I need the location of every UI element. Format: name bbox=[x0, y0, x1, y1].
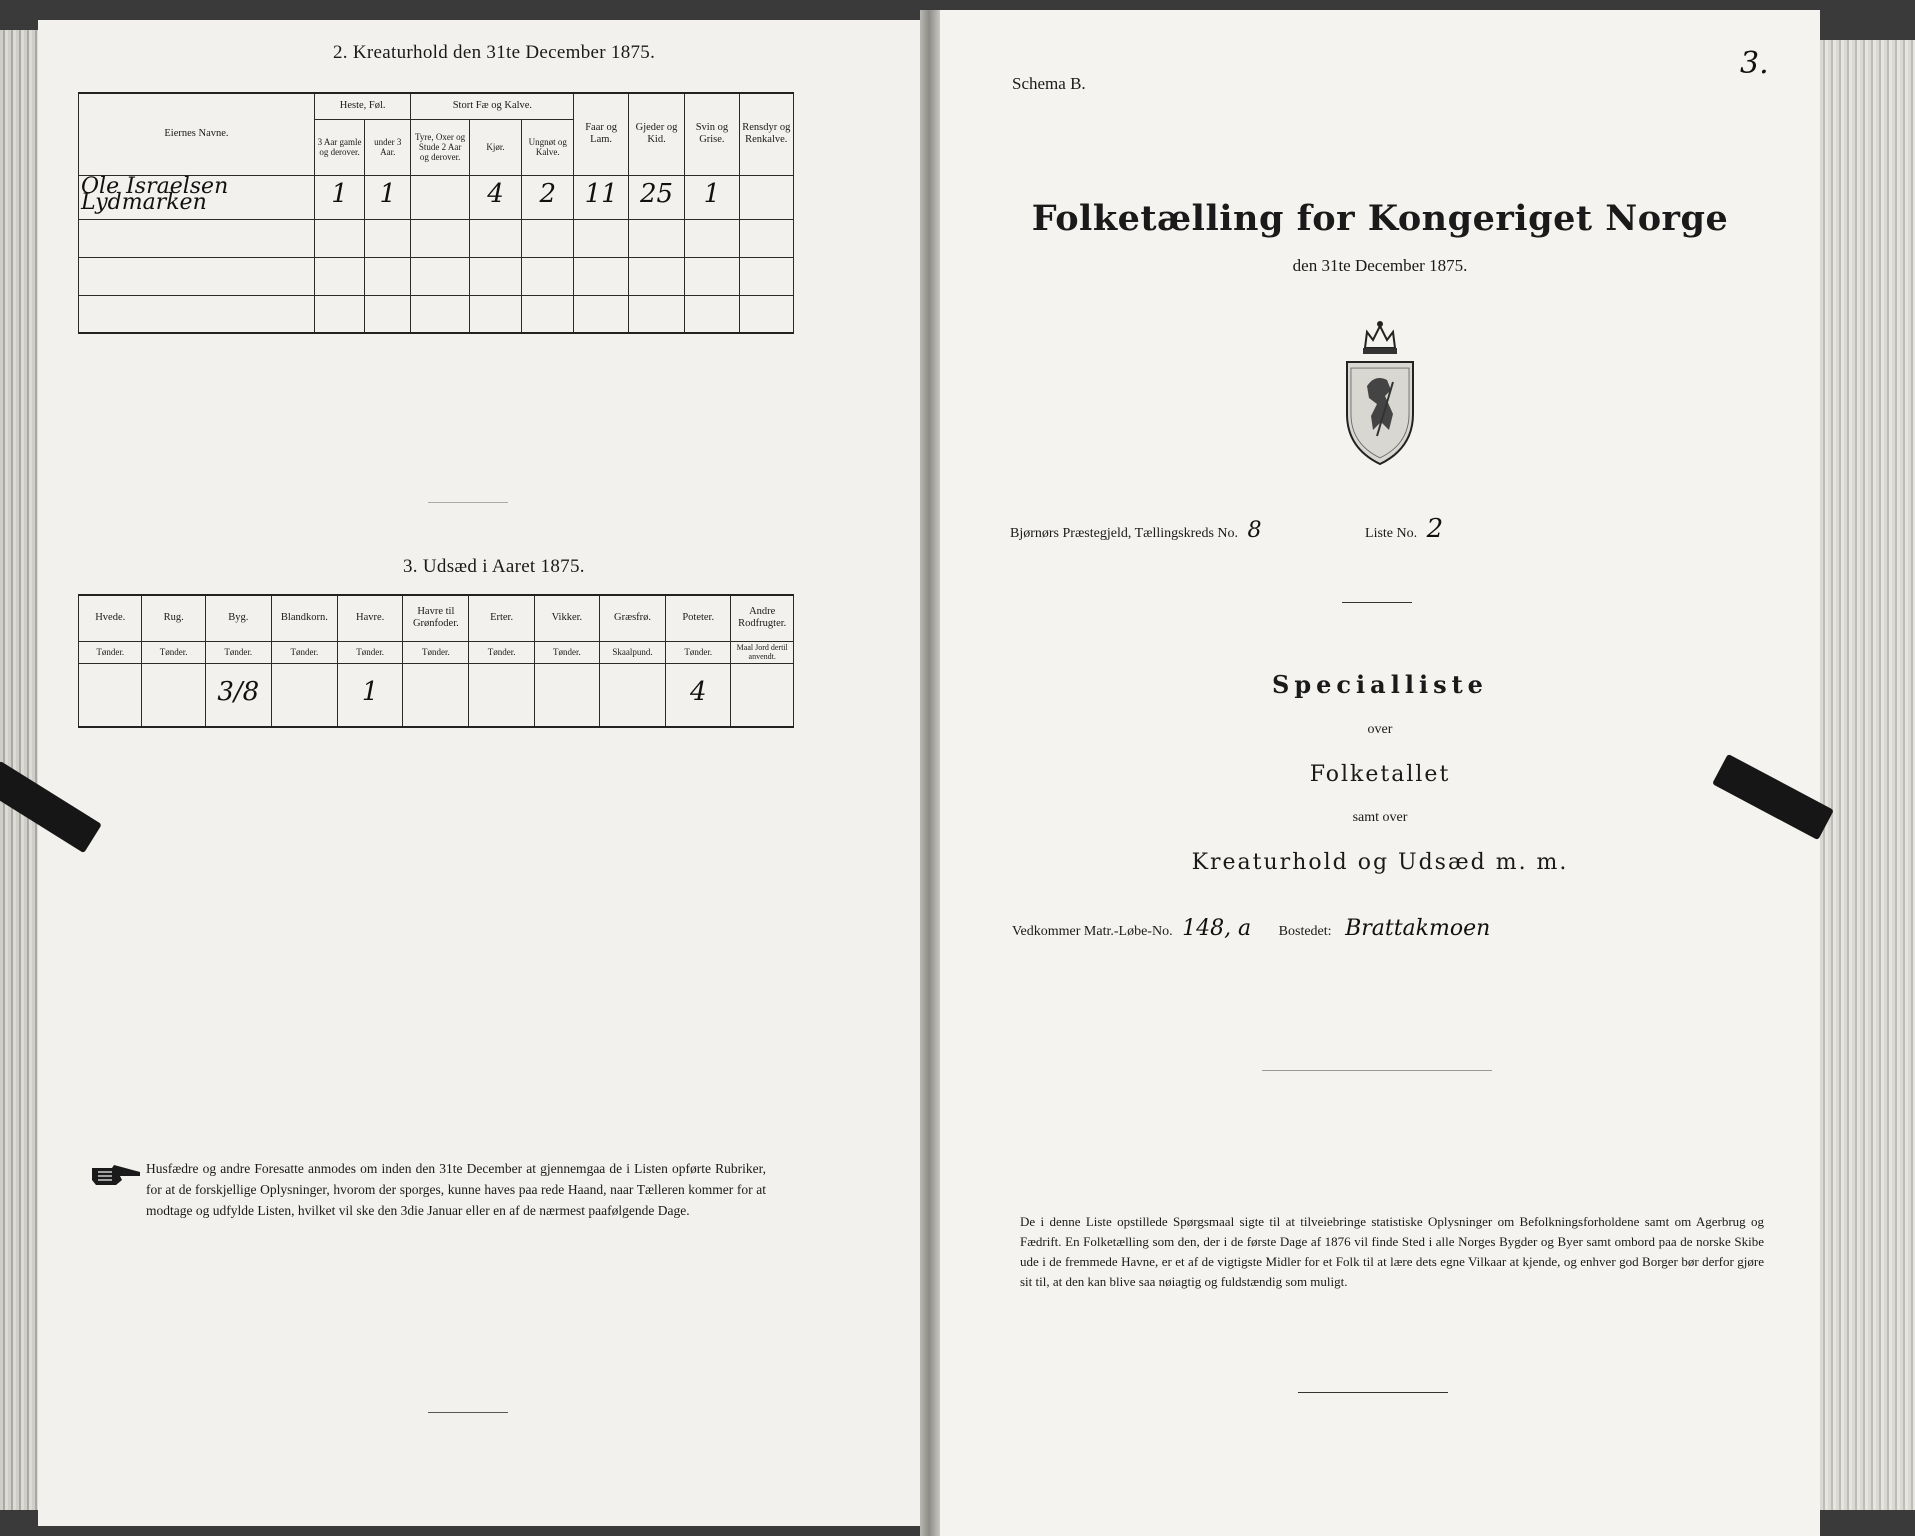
header-byg: Byg. bbox=[205, 595, 271, 641]
poteter-value: 4 bbox=[689, 676, 707, 707]
header-stort-sub3: Ungnøt og Kalve. bbox=[522, 119, 574, 175]
divider bbox=[1298, 1392, 1448, 1393]
pointing-hand-icon bbox=[90, 1162, 144, 1188]
household-notice: Husfædre og andre Foresatte anmodes om inden den 31te December at gjennemgaa de i Listen opførte Rubriker, for at de forskjellige Oplysninger, hvorom der sporges, kunne haves paa rede Haand, naar Tælleren kommer for at modtage og udfylde Listen, hvilket vil ske den 3die Januar eller en af de nærmest paafølgende Dage. bbox=[146, 1161, 766, 1218]
right-page bbox=[940, 10, 1820, 1536]
header-blandkorn: Blandkorn. bbox=[271, 595, 337, 641]
footer-text: De i denne Liste opstillede Spørgsmaal sigte til at tilveiebringe statistiske Oplysninger om Befolkningsforholdene samt om Agerbrug og Fædrift. En Folketælling som den, der i de første Dage af 1876 vil finde Sted i alle Norges Bygder og Byer samt ombord paa de norske Skibe ude i de fremmede Havne, er et af de vigtigste Midler for et Folk til at lære dets egne Vilkaar at kjende, og enhver god Borger bør derfor gjøre sit til, at den kan blive saa nøiagtig og fuldstændig som muligt. bbox=[1020, 1214, 1764, 1289]
unit-tonder: Tønder. bbox=[534, 641, 599, 663]
divider bbox=[428, 1412, 508, 1413]
unit-maal: Maal Jord dertil anvendt. bbox=[731, 641, 794, 663]
header-heste-sub1: 3 Aar gamle og derover. bbox=[314, 119, 364, 175]
bosted-value: Brattakmoen bbox=[1345, 916, 1491, 941]
matrikel-line bbox=[1012, 916, 1772, 941]
faar-value: 11 bbox=[584, 179, 618, 209]
unit-tonder: Tønder. bbox=[79, 641, 142, 663]
header-owner: Eiernes Navne. bbox=[79, 93, 315, 175]
livestock-table bbox=[78, 92, 794, 334]
ungnot-value: 2 bbox=[539, 179, 557, 209]
section2-title: 2. Kreaturhold den 31te December 1875. bbox=[333, 42, 656, 63]
table-row bbox=[79, 257, 794, 295]
matr-number: 148, a bbox=[1182, 916, 1252, 941]
svin-value: 1 bbox=[703, 179, 721, 209]
parish-label: Præstegjeld, Tællingskreds No. bbox=[1062, 526, 1239, 541]
unit-skaalpund: Skaalpund. bbox=[600, 641, 666, 663]
bosted-label: Bostedet: bbox=[1278, 924, 1332, 939]
main-title: Folketælling for Kongeriget Norge bbox=[1031, 198, 1729, 239]
over-text: over bbox=[1367, 722, 1393, 737]
schema-label: Schema B. bbox=[1012, 74, 1086, 93]
table-row bbox=[79, 219, 794, 257]
unit-tonder: Tønder. bbox=[271, 641, 337, 663]
parish-name: Bjørnørs bbox=[1010, 526, 1059, 541]
table-row bbox=[79, 663, 794, 727]
table-row bbox=[79, 295, 794, 333]
header-gjeder: Gjeder og Kid. bbox=[628, 93, 684, 175]
matr-label: Vedkommer Matr.-Løbe-No. bbox=[1012, 924, 1173, 939]
page-stack-right bbox=[1820, 40, 1915, 1510]
heste-value-1: 1 bbox=[331, 179, 348, 209]
header-rensdyr: Rensdyr og Renkalve. bbox=[739, 93, 793, 175]
header-graesfro: Græsfrø. bbox=[600, 595, 666, 641]
havre-value: 1 bbox=[361, 676, 379, 707]
specialliste-title: Specialliste bbox=[1272, 670, 1488, 699]
date-line: den 31te December 1875. bbox=[1292, 256, 1468, 275]
header-gronfoder: Havre til Grønfoder. bbox=[403, 595, 469, 641]
header-havre: Havre. bbox=[338, 595, 403, 641]
samt-over-text: samt over bbox=[1352, 810, 1408, 825]
divider bbox=[428, 502, 508, 503]
table-row bbox=[79, 175, 794, 219]
header-erter: Erter. bbox=[469, 595, 534, 641]
liste-label: Liste No. bbox=[1365, 526, 1418, 541]
kreds-number: 8 bbox=[1247, 518, 1262, 543]
parish-line bbox=[1010, 514, 1770, 544]
byg-value: 3/8 bbox=[217, 676, 260, 707]
header-stort-sub1: Tyre, Oxer og Stude 2 Aar og derover. bbox=[411, 119, 469, 175]
unit-tonder: Tønder. bbox=[665, 641, 730, 663]
divider bbox=[1262, 1070, 1492, 1071]
header-vikker: Vikker. bbox=[534, 595, 599, 641]
gjeder-value: 25 bbox=[639, 179, 674, 209]
coat-of-arms-icon bbox=[1337, 318, 1423, 468]
header-heste-sub2: under 3 Aar. bbox=[365, 119, 411, 175]
unit-tonder: Tønder. bbox=[205, 641, 271, 663]
header-svin: Svin og Grise. bbox=[685, 93, 739, 175]
header-rug: Rug. bbox=[142, 595, 205, 641]
unit-tonder: Tønder. bbox=[469, 641, 534, 663]
header-hvede: Hvede. bbox=[79, 595, 142, 641]
divider bbox=[1342, 602, 1412, 603]
unit-tonder: Tønder. bbox=[338, 641, 403, 663]
owner-name: Ole Israelsen Lydmarken bbox=[81, 174, 229, 215]
header-poteter: Poteter. bbox=[665, 595, 730, 641]
liste-number: 2 bbox=[1426, 514, 1444, 544]
sowing-table bbox=[78, 594, 794, 728]
kreaturhold-text: Kreaturhold og Udsæd m. m. bbox=[1191, 850, 1569, 875]
header-heste: Heste, Føl. bbox=[314, 93, 410, 119]
header-stort: Stort Fæ og Kalve. bbox=[411, 93, 574, 119]
page-number: 3. bbox=[1740, 46, 1769, 81]
book-gutter bbox=[920, 10, 940, 1536]
heste-value-2: 1 bbox=[379, 179, 397, 209]
kjor-value: 4 bbox=[487, 179, 504, 209]
header-faar: Faar og Lam. bbox=[574, 93, 628, 175]
header-stort-sub2: Kjør. bbox=[469, 119, 521, 175]
left-page bbox=[38, 20, 920, 1526]
unit-tonder: Tønder. bbox=[403, 641, 469, 663]
section3-title: 3. Udsæd i Aaret 1875. bbox=[403, 556, 585, 577]
folketallet-text: Folketallet bbox=[1309, 762, 1451, 787]
unit-tonder: Tønder. bbox=[142, 641, 205, 663]
header-andre: Andre Rodfrugter. bbox=[731, 595, 794, 641]
